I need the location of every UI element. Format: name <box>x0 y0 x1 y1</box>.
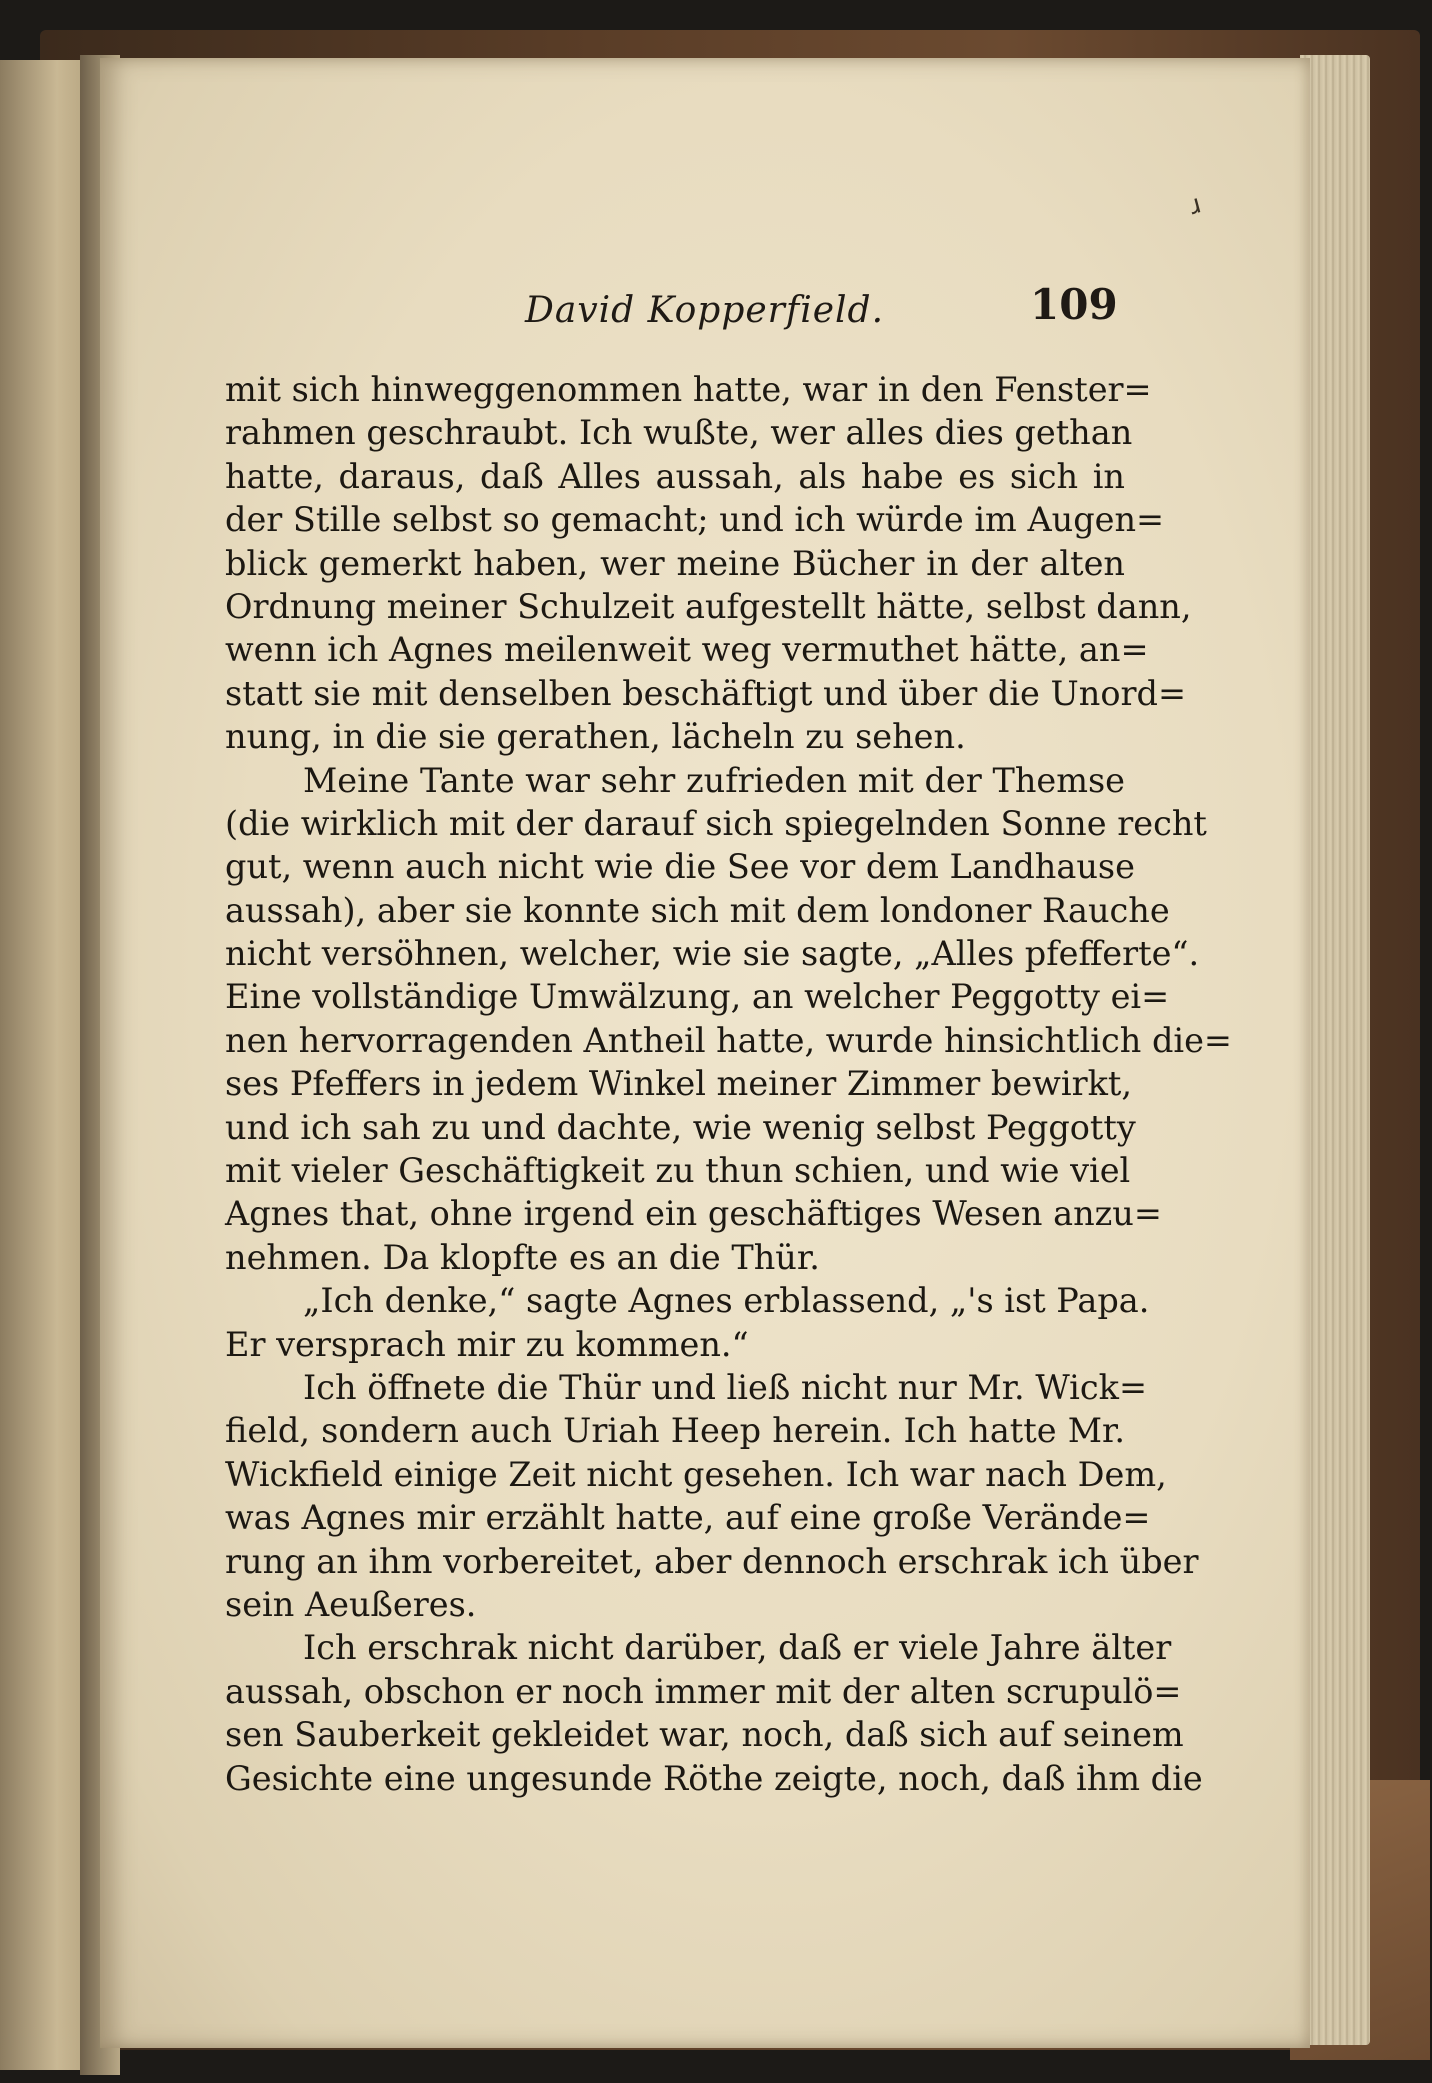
text-line: Meine Tante war sehr zufrieden mit der Themse <box>303 760 1125 800</box>
text-line: Eine vollständige Umwälzung, an welcher Peggotty ei= <box>225 977 1170 1017</box>
text-line: nehmen. Da klopfte es an die Thür. <box>225 1237 820 1277</box>
text-line: statt sie mit denselben beschäftigt und über die Unord= <box>225 673 1187 713</box>
paragraph <box>225 1626 1203 1800</box>
text-line: aussah), aber sie konnte sich mit dem londoner Rauche <box>225 890 1170 930</box>
paragraph <box>225 1279 1150 1366</box>
text-line: Er versprach mir zu kommen.“ <box>225 1324 749 1364</box>
text-line: mit sich hinweggenommen hatte, war in den Fenster= <box>225 370 1152 409</box>
text-line: nen hervorragenden Antheil hatte, wurde hinsichtlich die= <box>225 1020 1232 1060</box>
text-line: Agnes that, ohne irgend ein geschäftiges Wesen anzu= <box>225 1194 1162 1234</box>
page-header <box>100 276 1310 336</box>
text-line: Ich öffnete die Thür und ließ nicht nur Mr. Wick= <box>303 1367 1148 1407</box>
text-line: Ich erschrak nicht darüber, daß er viele Jahre älter <box>303 1628 1172 1668</box>
text-line: was Agnes mir erzählt hatte, auf eine große Verände= <box>225 1498 1151 1538</box>
text-line: Ordnung meiner Schulzeit aufgestellt hätte, selbst dann, <box>225 586 1192 626</box>
text-line: sein Aeußeres. <box>225 1584 477 1624</box>
paragraph <box>225 1366 1199 1626</box>
running-title: David Kopperfield. <box>525 290 885 331</box>
text-line: Gesichte eine ungesunde Röthe zeigte, noch, daß ihm die <box>225 1758 1203 1798</box>
text-line: sen Sauberkeit gekleidet war, noch, daß sich auf seinem <box>225 1715 1184 1755</box>
body-text <box>225 368 1232 1800</box>
paragraph <box>225 368 1192 759</box>
text-line: wenn ich Agnes meilenweit weg vermuthet hätte, an= <box>225 630 1149 670</box>
text-line: (die wirklich mit der darauf sich spiegelnden Sonne recht <box>225 803 1207 843</box>
text-line: nung, in die sie gerathen, lächeln zu sehen. <box>225 717 966 757</box>
margin-mark: ɹ <box>1186 189 1205 221</box>
text-line: und ich sah zu und dachte, wie wenig selbst Peggotty <box>225 1107 1136 1147</box>
text-line: ses Pfeffers in jedem Winkel meiner Zimmer bewirkt, <box>225 1064 1133 1104</box>
page-number: 109 <box>1030 280 1118 329</box>
paragraph <box>225 759 1232 1280</box>
text-line: field, sondern auch Uriah Heep herein. Ich hatte Mr. <box>225 1411 1125 1451</box>
text-line: gut, wenn auch nicht wie die See vor dem Landhause <box>225 847 1135 887</box>
page-edges <box>1300 55 1370 2045</box>
text-line: aussah, obschon er noch immer mit der alten scrupulö= <box>225 1671 1182 1711</box>
text-line: Wickfield einige Zeit nicht gesehen. Ich war nach Dem, <box>225 1454 1167 1494</box>
text-line: hatte, daraus, daß Alles aussah, als habe es sich in <box>225 456 1125 496</box>
text-line: rung an ihm vorbereitet, aber dennoch erschrak ich über <box>225 1541 1199 1581</box>
text-line: mit vieler Geschäftigkeit zu thun schien, und wie viel <box>225 1151 1131 1191</box>
text-line: blick gemerkt haben, wer meine Bücher in der alten <box>225 543 1125 583</box>
text-line: „Ich denke,“ sagte Agnes erblassend, „'s ist Papa. <box>303 1281 1150 1321</box>
text-line: der Stille selbst so gemacht; und ich würde im Augen= <box>225 500 1165 540</box>
text-line: rahmen geschraubt. Ich wußte, wer alles dies gethan <box>225 413 1133 453</box>
book-page <box>100 58 1310 2048</box>
text-line: nicht versöhnen, welcher, wie sie sagte, „Alles pfefferte“. <box>225 934 1200 974</box>
